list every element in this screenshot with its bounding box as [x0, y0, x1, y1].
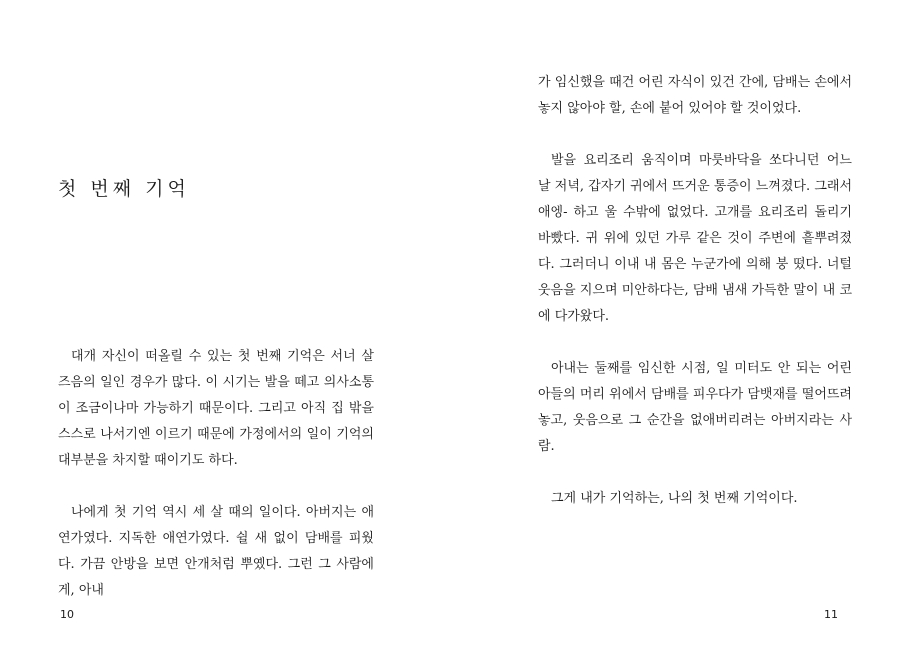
paragraph: 나에게 첫 기억 역시 세 살 때의 일이다. 아버지는 애연가였다. 지독한 애연가였다. 쉴 새 없이 담배를 피웠다. 가끔 안방을 보면 안개처럼 뿌옜다. 그런 그 사람에게, 아내 — [58, 505, 374, 598]
paragraph: 그게 내가 기억하는, 나의 첫 번째 기억이다. — [551, 491, 798, 506]
left-page-body — [58, 344, 374, 604]
right-page — [450, 0, 900, 667]
paragraph: 아내는 둘째를 임신한 시점, 일 미터도 안 되는 어린 아들의 머리 위에서 담배를 피우다가 담뱃재를 떨어뜨려 놓고, 웃음으로 그 순간을 없애버리려는 아버지라는 사람. — [538, 361, 852, 454]
paragraph: 대개 자신이 떠올릴 수 있는 첫 번째 기억은 서너 살 즈음의 일인 경우가 많다. 이 시기는 발을 떼고 의사소통이 조금이나마 가능하기 때문이다. 그리고 아직 집 밖을 스스로 나서기엔 이르기 때문에 가정에서의 일이 기억의 대부분을 차지할 때이기도 하다. — [58, 349, 374, 468]
paragraph: 발을 요리조리 움직이며 마룻바닥을 쏘다니던 어느 날 저녁, 갑자기 귀에서 뜨거운 통증이 느껴졌다. 그래서 애엥- 하고 울 수밖에 없었다. 고개를 요리조리 돌리기 바빴다. 귀 위에 있던 가루 같은 것이 주변에 흩뿌려졌다. 그러더니 이내 내 몸은 누군가에 의해 붕 떴다. 너털웃음을 지으며 미안하다는, 담배 냄새 가득한 말이 내 코에 다가왔다. — [538, 153, 852, 324]
page-number-left: 10 — [60, 608, 74, 621]
right-page-body — [538, 70, 852, 512]
page-number-right: 11 — [824, 608, 838, 621]
paragraph: 가 임신했을 때건 어린 자식이 있건 간에, 담배는 손에서 놓지 않아야 할, 손에 붙어 있어야 할 것이었다. — [538, 75, 852, 116]
chapter-title: 첫 번째 기억 — [58, 178, 190, 200]
